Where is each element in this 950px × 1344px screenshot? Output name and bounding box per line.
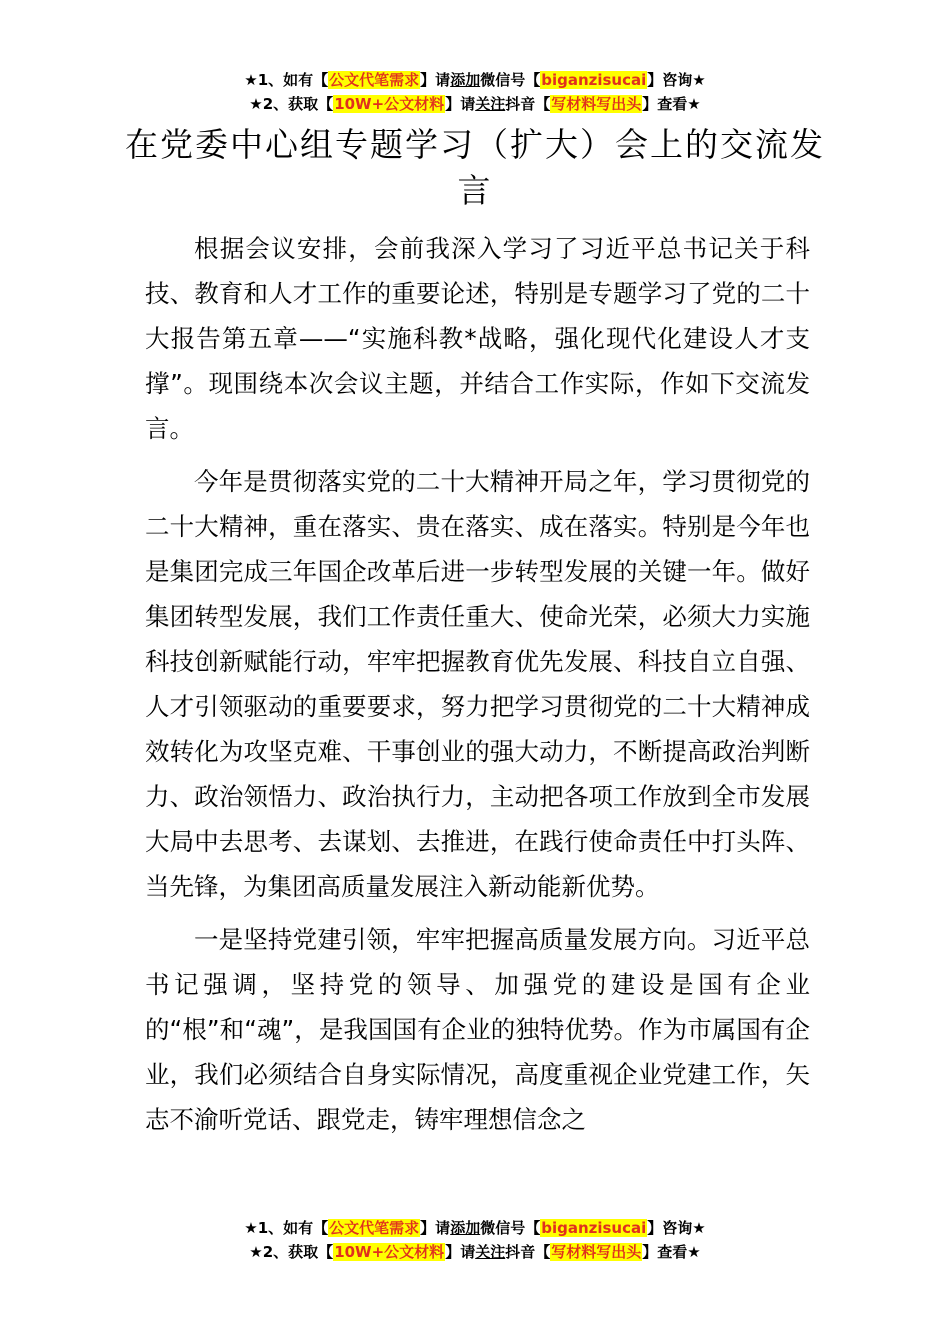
banner-text: 】查看★ [642,1243,701,1261]
banner-text: 抖音【 [505,1243,551,1261]
banner-text: ★1、如有【 [244,71,329,89]
header-banner [0,68,950,116]
paragraph: 根据会议安排，会前我深入学习了习近平总书记关于科技、教育和人才工作的重要论述，特别是专题学习了党的二十大报告第五章——“实施科教*战略，强化现代化建设人才支撑”。现围绕本次会议主题，并结合工作实际，作如下交流发言。 [145,234,810,443]
document-title: 在党委中心组专题学习（扩大）会上的交流发言 [125,125,825,210]
banner-highlight: 公文代笔需求 [329,1219,420,1237]
banner-text: 】请 [445,1243,476,1261]
paragraph: 一是坚持党建引领，牢牢把握高质量发展方向。习近平总书记强调，坚持党的领导、加强党的建设是国有企业的“根”和“魂”，是我国国有企业的独特优势。作为市属国有企业，我们必须结合自身实际情况，高度重视企业党建工作，矢志不渝听党话、跟党走，铸牢理想信念之 [145,925,810,1134]
banner-text: 】请 [445,95,476,113]
banner-highlight: biganzisucai [541,1219,647,1237]
banner-highlight: 10W+公文材料 [334,95,445,113]
banner-text: 】请 [420,1219,451,1237]
banner-underline: 添加 [450,71,481,89]
banner-text: 】查看★ [642,95,701,113]
paragraph: 今年是贯彻落实党的二十大精神开局之年，学习贯彻党的二十大精神，重在落实、贵在落实、成在落实。特别是今年也是集团完成三年国企改革后进一步转型发展的关键一年。做好集团转型发展，我们工作责任重大、使命光荣，必须大力实施科技创新赋能行动，牢牢把握教育优先发展、科技自立自强、人才引领驱动的重要要求，努力把学习贯彻党的二十大精神成效转化为攻坚克难、干事创业的强大动力，不断提高政治判断力、政治领悟力、政治执行力，主动把各项工作放到全市发展大局中去思考、去谋划、去推进，在践行使命责任中打头阵、当先锋，为集团高质量发展注入新动能新优势。 [145,467,810,901]
banner-line-1 [0,1216,950,1240]
banner-text: ★2、获取【 [249,1243,334,1261]
banner-underline: 关注 [475,95,506,113]
banner-highlight: biganzisucai [541,71,647,89]
banner-text: ★2、获取【 [249,95,334,113]
banner-line-2 [0,1240,950,1264]
banner-text: 】咨询★ [647,71,706,89]
banner-highlight: 写材料写出头 [551,95,642,113]
banner-highlight: 公文代笔需求 [329,71,420,89]
banner-line-2 [0,92,950,116]
banner-underline: 关注 [475,1243,506,1261]
banner-text: 抖音【 [505,95,551,113]
banner-text: 】请 [420,71,451,89]
document-body [145,226,810,1142]
banner-text: 微信号【 [480,71,541,89]
banner-text: ★1、如有【 [244,1219,329,1237]
footer-banner [0,1216,950,1264]
banner-underline: 添加 [450,1219,481,1237]
banner-highlight: 写材料写出头 [551,1243,642,1261]
banner-text: 微信号【 [480,1219,541,1237]
banner-line-1 [0,68,950,92]
banner-highlight: 10W+公文材料 [334,1243,445,1261]
banner-text: 】咨询★ [647,1219,706,1237]
